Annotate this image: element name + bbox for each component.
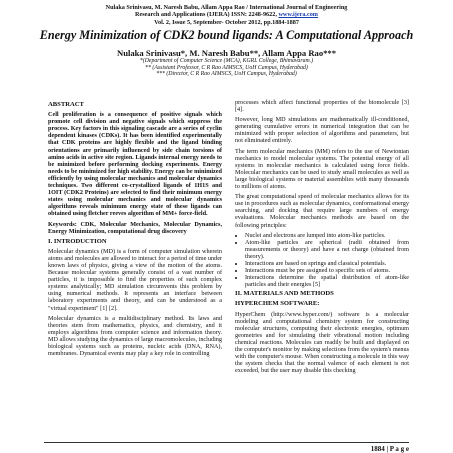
intro-paragraph-1: Molecular dynamics (MD) is a form of computer simulation wherein atoms and molecules are allowed to interact for a period of time under known laws of physics, giving a view of the motion of the atoms. Because molecular systems generally consist of a vast number of particles, it is impossible to find the properties of such complex systems analytically; MD simulation circumvents this problem by using numerical methods. It represents an interface between laboratory experiments and theory, and can be understood as a "virtual experiment" [1] [2]. — [48, 247, 222, 312]
affiliation-1: *(Department of Computer Science (MCA), KGRL College, Bhimavaram.) — [139, 58, 314, 65]
hyperchem-heading: HYPERCHEM SOFTWARE: — [235, 300, 320, 308]
right-paragraph-2: However, long MD simulations are mathematically ill-conditioned, generating cumulative errors in numerical integration that can be minimized with proper selection of algorithms and parameters, but not eliminated entirely. — [235, 116, 409, 145]
journal-line-2: Research and Applications (IJERA) ISSN: 2248-9622, www.ijera.com — [135, 11, 318, 19]
paper-authors: Nulaka Srinivasu*, M. Naresh Babu**, Allam Appa Rao*** — [116, 48, 337, 59]
abstract-heading: ABSTRACT — [48, 101, 84, 108]
affiliation-3: *** (Director, C R Rao AIMSCS, UoH Campus, Hyderabad) — [156, 71, 297, 78]
journal-line-1: Nulaka Srinivasu, M. Naresh Babu, Allam Appa Rao / International Journal of Engineering — [105, 4, 348, 11]
keywords: Keywords: CDK, Molecular Mechanics, Molecular Dynamics, Energy Minimization, computational drug discovery — [48, 220, 222, 235]
list-item: • Nuclei and electrons are lumped into atom-like particles. — [245, 232, 409, 239]
intro-heading: I. INTRODUCTION — [48, 237, 107, 245]
intro-paragraph-2: Molecular dynamics is a multidisciplinary method. Its laws and theories stem from mathematics, physics, and chemistry, and it employs algorithms from computer science and information theory. MD allows studying the dynamics of large macromolecules, including biological systems such as proteins, nucleic acids (DNA, RNA), membranes. Dynamical events may play a key role in controlling — [48, 314, 222, 358]
right-paragraph-4: The great computational speed of molecular mechanics allows for its use in procedures such as molecular dynamics, conformational energy searching, and docking that require large numbers of energy evaluations. Molecular mechanics methods are based on the following principles: — [235, 193, 409, 229]
materials-heading: II. MATERIALS AND METHODS — [235, 290, 334, 298]
left-column — [48, 99, 222, 377]
list-item: • Interactions must be pre assigned to specific sets of atoms. — [245, 267, 409, 274]
page-number: 1884 | P a g e — [370, 445, 409, 453]
journal-header — [0, 0, 453, 26]
principles-list — [235, 232, 409, 289]
right-column — [235, 99, 409, 377]
journal-issn: Research and Applications (IJERA) ISSN: 2248-9622 — [135, 11, 276, 19]
journal-line-3: Vol. 2, Issue 5, September- October 2012, pp.1884-1887 — [154, 18, 299, 26]
footer-divider — [44, 442, 409, 443]
abstract-text: Cell proliferation is a consequence of positive signals which promote cell division and negative signals which suppress the process. Key factors in this signaling cascade are a series of cyclin dependent kinases (CDKs). It has been identified experimentally that CDK proteins are highly flexible and the ligand binding orientations are primarily influenced by side chain torsions of amino acids in active site region. Ligands internal energy needs to be minimized before performing docking experiments. Energy needs to be minimized for high stability. Energy can be minimized efficiently by using molecular mechanics and molecular dynamics techniques. Two different co-crystallized ligands of 1H1S and 1OIT (CDK2 Proteins) are selected to find their minimum energy states using molecular mechanics and molecular dynamics algorithms reveals minimum energy state of these ligands can obtained using fletcher reeves algorithm of MM+ force-field. — [48, 111, 222, 218]
paper-title: Energy Minimization of CDK2 bound ligands: A Computational Approach — [39, 28, 414, 43]
list-item: • Interactions determine the spatial distribution of atom-like particles and their energies [5] — [245, 274, 409, 288]
right-paragraph-1: processes which affect functional properties of the biomolecule [3][4]. — [235, 99, 409, 114]
body-columns — [48, 99, 409, 377]
journal-link[interactable]: www.ijera.com — [278, 11, 318, 19]
right-paragraph-3: The term molecular mechanics (MM) refers to the use of Newtonian mechanics to model molecular systems. The potential energy of all systems in molecular mechanics is calculated using force fields. Molecular mechanics can be used to study small molecules as well as large biological systems or material assemblies with many thousands to millions of atoms. — [235, 147, 409, 191]
hyperchem-text: HyperChem (http://www.hyper.com/) software is a molecular modeling and computational chemistry system for constructing molecular structures, computing their electronic energies, optimum geometries and for simulating their vibrational motion including chemical reactions. Molecules can readily be built and displayed on the computer's monitor by making selections from the system's menus with the computer's mouse. When constructing a molecule in this way the system checks that the normal valence of each element is not exceeded, but the user may disable this checking — [235, 310, 409, 375]
list-item: • Interactions are based on springs and classical potentials. — [245, 260, 409, 267]
affiliations — [0, 58, 453, 78]
list-item: • Atom-like particles are spherical (radii obtained from measurements or theory) and have a net charge (obtained from theory). — [245, 239, 409, 260]
affiliation-2: ** (Assistant Professor, C R Rao AIMSCS, UoH Campus, Hyderabad) — [145, 64, 308, 71]
